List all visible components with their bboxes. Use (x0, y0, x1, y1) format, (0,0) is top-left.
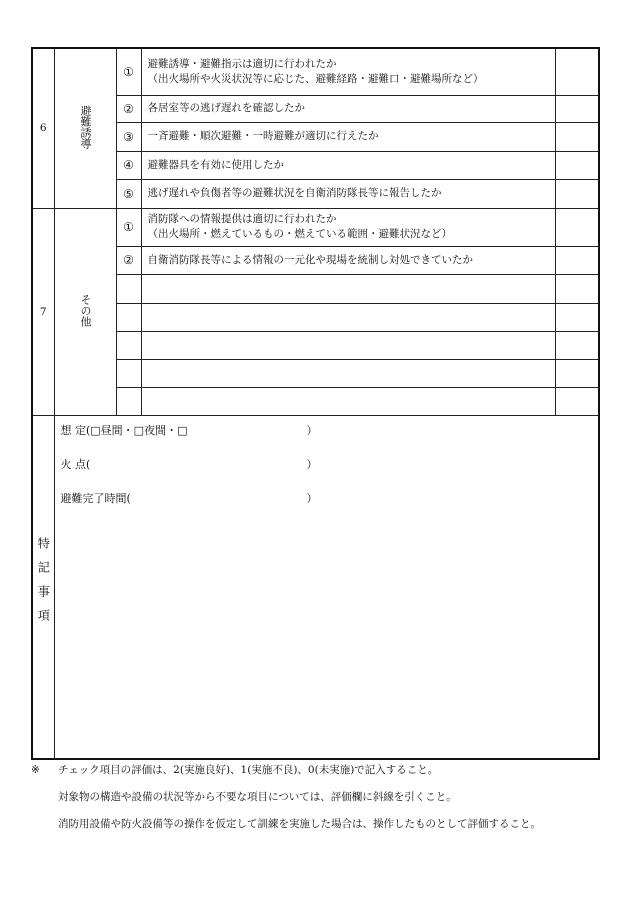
evaluation-cell[interactable] (555, 246, 599, 274)
blank-field[interactable] (217, 490, 307, 507)
item-marker (116, 303, 141, 331)
section-category-label: 避難誘導 (79, 104, 92, 149)
item-marker: ⑤ (116, 179, 141, 208)
table-row (32, 122, 599, 151)
close-paren: ） (306, 491, 318, 505)
table-row (32, 246, 599, 274)
item-marker: ④ (116, 151, 141, 179)
check-item (141, 122, 555, 151)
note-line-2: 対象物の構造や設備の状況等から不要な項目については、評価欄に斜線を引くこと。 (58, 791, 457, 803)
evaluation-cell[interactable] (555, 359, 599, 387)
item-marker: ① (116, 208, 141, 246)
check-item (141, 331, 555, 359)
check-item (141, 246, 555, 274)
item-marker: ② (116, 95, 141, 122)
check-item-text: 一斉避難・順次避難・一時避難が適切に行えたか (147, 130, 379, 142)
special-notes-label-cell (32, 415, 54, 759)
check-item-text: 逃げ遅れや負傷者等の避難状況を自衛消防隊長等に報告したか (147, 187, 442, 199)
section-number: 7 (32, 208, 54, 415)
evaluation-cell[interactable] (555, 274, 599, 303)
evaluation-cell[interactable] (555, 122, 599, 151)
check-item (141, 274, 555, 303)
evaluation-cell[interactable] (555, 179, 599, 208)
evaluation-table (31, 47, 600, 760)
special-notes-label: 特記事項 (36, 537, 51, 634)
check-item-text: （出火場所や火災状況等に応じた、避難経路・避難口・避難場所など） (147, 72, 484, 85)
note-mark: ※ (31, 764, 40, 776)
evaluation-cell[interactable] (555, 48, 599, 95)
evaluation-cell[interactable] (555, 151, 599, 179)
table-row (32, 151, 599, 179)
check-item (141, 387, 555, 415)
section-category (54, 48, 116, 208)
assumption-label-line (61, 422, 599, 439)
evacuation-time-label: 避難完了時間( (60, 491, 131, 505)
item-marker (116, 274, 141, 303)
item-marker (116, 359, 141, 387)
section-number: 6 (32, 48, 54, 208)
special-notes-body[interactable] (54, 415, 599, 759)
check-item-text: （出火場所・燃えているもの・燃えている範囲・避難状況など） (147, 228, 452, 240)
check-item (141, 359, 555, 387)
fire-point-label-line (61, 456, 599, 473)
evaluation-cell[interactable] (555, 303, 599, 331)
check-item-text: 消防隊への情報提供は適切に行われたか (147, 213, 337, 225)
assumption-label: 想 定(□昼間・□夜間・□ (60, 423, 188, 437)
evaluation-cell[interactable] (555, 331, 599, 359)
table-row (32, 303, 599, 331)
close-paren: ） (306, 423, 318, 437)
check-item-text: 避難誘導・避難指示は適切に行われたか (147, 57, 337, 70)
check-item (141, 48, 555, 95)
evaluation-cell[interactable] (555, 387, 599, 415)
section-category-label: その他 (79, 293, 92, 327)
check-item (141, 208, 555, 246)
check-item-text: 避難器具を有効に使用したか (147, 158, 284, 171)
check-item (141, 179, 555, 208)
check-item (141, 95, 555, 122)
table-row (32, 359, 599, 387)
note-line-3: 消防用設備や防火設備等の操作を仮定して訓練を実施した場合は、操作したものとして評価すること。 (58, 818, 541, 830)
item-marker (116, 387, 141, 415)
check-item-text: 自衛消防隊長等による情報の一元化や現場を統制し対処できていたか (147, 253, 473, 266)
note-line-1: チェック項目の評価は、2(実施良好)、1(実施不良)、0(未実施)で記入すること。 (58, 764, 439, 776)
table-row (32, 48, 599, 95)
fire-point-label: 火 点( (60, 457, 91, 471)
item-marker: ② (116, 246, 141, 274)
table-row (32, 387, 599, 415)
table-row (32, 208, 599, 246)
table-row (32, 274, 599, 303)
check-item (141, 303, 555, 331)
evaluation-cell[interactable] (555, 208, 599, 246)
close-paren: ） (306, 457, 318, 471)
special-notes-row (32, 415, 599, 759)
table-row (32, 179, 599, 208)
item-marker: ③ (116, 122, 141, 151)
item-marker (116, 331, 141, 359)
blank-field[interactable] (217, 422, 307, 439)
table-row (32, 331, 599, 359)
section-category (54, 208, 116, 415)
check-item (141, 151, 555, 179)
blank-field[interactable] (217, 456, 307, 473)
evaluation-cell[interactable] (555, 95, 599, 122)
table-row (32, 95, 599, 122)
item-marker: ① (116, 48, 141, 95)
check-item-text: 各居室等の逃げ遅れを確認したか (147, 102, 305, 114)
evacuation-time-label-line (61, 490, 599, 507)
